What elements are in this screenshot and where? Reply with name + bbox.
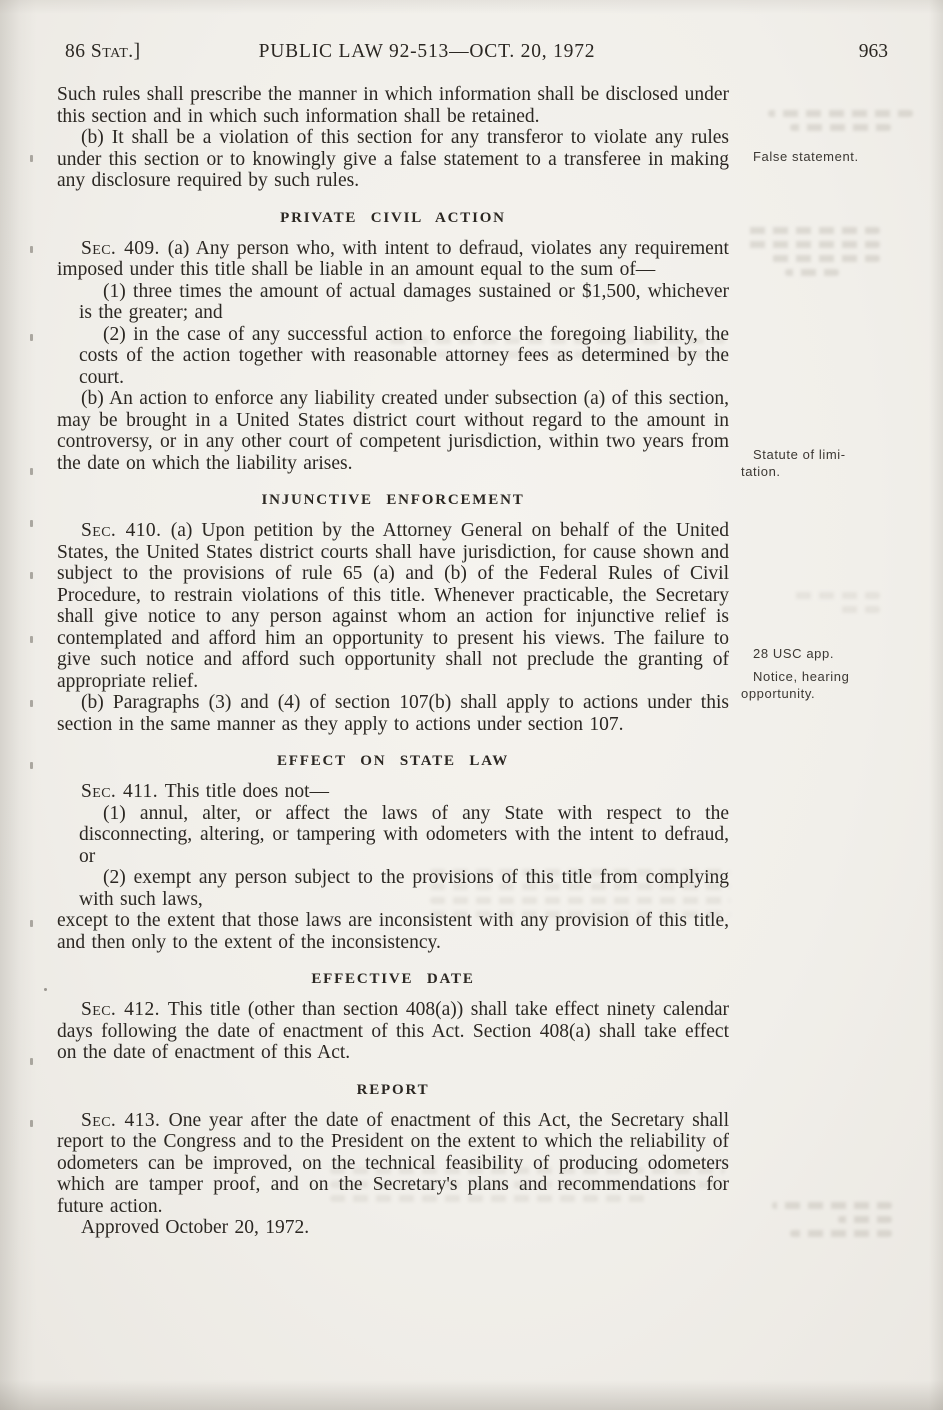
bleedthrough-smudge <box>768 103 913 138</box>
margin-note: Statute of limi- tation. <box>741 447 846 479</box>
binding-mark <box>30 520 33 527</box>
body-paragraph: (1) annul, alter, or affect the laws of any State with respect to the disconnecting, altering, or tampering with odometers with the intent to defraud, or <box>79 802 729 867</box>
section-heading: REPORT <box>356 1081 430 1098</box>
margin-note: Notice, hearing opportunity. <box>741 669 850 701</box>
section-number: Sec. 413. <box>81 1109 169 1131</box>
law-title: PUBLIC LAW 92-513—OCT. 20, 1972 <box>258 41 596 62</box>
section-number: Sec. 412. <box>81 999 168 1020</box>
scan-edge-right <box>929 0 943 1410</box>
section-paragraph: Sec. 411. This title does not— <box>81 781 330 802</box>
body-paragraph: Approved October 20, 1972. <box>81 1217 310 1238</box>
scan-speck <box>44 988 47 991</box>
section-number: Sec. 410. <box>81 520 171 541</box>
statute-volume-label: 86 Stat.] <box>65 41 141 62</box>
body-text-column <box>57 84 729 1239</box>
binding-mark <box>30 1058 33 1065</box>
binding-mark <box>30 572 33 579</box>
bleedthrough-smudge <box>772 1195 892 1244</box>
binding-mark <box>30 155 33 162</box>
bleedthrough-smudge <box>790 585 880 620</box>
section-paragraph: Sec. 409. (a) Any person who, with intent to defraud, violates any requirement imposed under this title shall be liable in an amount equal to the sum of— <box>57 237 729 280</box>
body-paragraph: (2) exempt any person subject to the provisions of this title from complying with such laws, <box>79 867 729 910</box>
section-heading: PRIVATE CIVIL ACTION <box>280 209 506 226</box>
section-heading: EFFECTIVE DATE <box>311 971 475 987</box>
section-paragraph: Sec. 413. One year after the date of enactment of this Act, the Secretary shall report to the Congress and to the President on the extent to which the reliability of odometers can be improved, on the technical feasibility of producing odometers which are tamper proof, and on the Secretary's plans and recommendations for future action. <box>57 1109 729 1217</box>
bleedthrough-smudge <box>745 220 880 283</box>
section-number: Sec. 409. <box>81 237 168 259</box>
section-paragraph: Sec. 412. This title (other than section 408(a)) shall take effect ninety calendar days following the date of enactment of this Act. Section 408(a) shall take effect on the date of enactment of this Act. <box>57 999 729 1063</box>
page-number: 963 <box>858 41 888 62</box>
binding-mark <box>30 636 33 643</box>
margin-note: 28 USC app. <box>753 646 835 661</box>
binding-mark <box>30 468 33 475</box>
binding-mark <box>30 700 33 707</box>
section-number: Sec. 411. <box>81 781 165 802</box>
body-paragraph: (b) An action to enforce any liability created under subsection (a) of this section, may be brought in a United States district court without regard to the amount in controversy, or in any other court of competent jurisdiction, within two years from the date on which the liability arises. <box>57 388 729 474</box>
scan-edge-top <box>0 0 943 14</box>
binding-mark <box>30 246 33 253</box>
body-paragraph: (b) It shall be a violation of this section for any transferor to violate any rules under this section or to knowingly give a false statement to a transferee in making any disclosure required by such rules. <box>57 127 729 191</box>
margin-note: False statement. <box>753 149 859 164</box>
running-head <box>57 41 888 67</box>
section-heading: INJUNCTIVE ENFORCEMENT <box>261 492 525 508</box>
body-paragraph: except to the extent that those laws are inconsistent with any provision of this title, and then only to the extent of the inconsistency. <box>57 910 729 953</box>
binding-mark <box>30 1120 33 1127</box>
body-paragraph: (2) in the case of any successful action to enforce the foregoing liability, the costs of the action together with reasonable attorney fees as determined by the court. <box>79 323 729 388</box>
section-heading: EFFECT ON STATE LAW <box>277 753 509 769</box>
binding-mark <box>30 334 33 341</box>
section-paragraph: Sec. 410. (a) Upon petition by the Attorney General on behalf of the United States, the United States district courts shall have jurisdiction, for cause shown and subject to the provisions of rule 65 (a) and (b) of the Federal Rules of Civil Procedure, to restrain violations of this title. Whenever practicable, the Secretary shall give notice to any person against whom an action for injunctive relief is contemplated and afford him an opportunity to present his views. The failure to give such notice and afford such opportunity shall not preclude the granting of appropriate relief. <box>57 520 729 692</box>
body-paragraph: (b) Paragraphs (3) and (4) of section 107(b) shall apply to actions under this section in the same manner as they apply to actions under section 107. <box>57 692 729 735</box>
body-paragraph: (1) three times the amount of actual damages sustained or $1,500, whichever is the greater; and <box>79 280 729 323</box>
binding-mark <box>30 762 33 769</box>
binding-mark <box>30 920 33 927</box>
scan-edge-bottom <box>0 1380 943 1410</box>
body-paragraph: Such rules shall prescribe the manner in which information shall be disclosed under this section and in which such information shall be retained. <box>57 84 729 127</box>
